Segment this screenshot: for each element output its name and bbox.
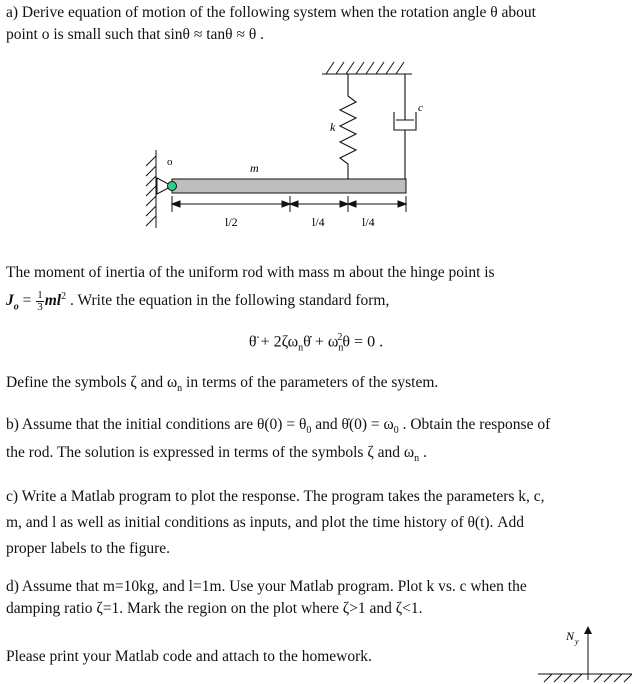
part-a-text: [6, 2, 626, 46]
part-b-line1: b) Assume that the initial conditions are $\theta(0) = \theta_0$ and θ̇(0) = $\omega_0$ . Obtain the response of: [6, 416, 551, 437]
inertia-fraction: $\frac{1}{3}$: [37, 289, 43, 314]
label-c: c: [418, 102, 423, 114]
dim-l-quarter-1: l/4: [312, 215, 325, 229]
part-c-line3: proper labels to the figure.: [6, 540, 170, 557]
part-d-line1: d) Assume that m=10kg, and l=1m. Use your Matlab program. Plot k vs. c when the: [6, 578, 527, 595]
inertia-line1: The moment of inertia of the uniform rod with mass m about the hinge point is: [6, 264, 495, 281]
corner-diagram-fragment: [530, 620, 632, 684]
print-note: Please print your Matlab code and attach to the homework.: [6, 648, 372, 665]
damper: [394, 74, 416, 180]
wall-support: [146, 150, 156, 228]
dimension-lines: [172, 196, 406, 212]
corner-label: N: [566, 629, 575, 643]
pivot-point: [168, 182, 177, 191]
define-symbols-text: Define the symbols ζ and $\omega_n$ in terms of the parameters of the system.: [6, 374, 439, 395]
dim-l-quarter-2: l/4: [362, 215, 375, 229]
spring: [340, 74, 356, 180]
system-diagram: [0, 55, 632, 245]
rod: [172, 179, 406, 193]
ceiling-support: [322, 62, 412, 74]
part-b-line2: the rod. The solution is expressed in terms of the symbols ζ and $\omega_n$ .: [6, 444, 427, 465]
dim-l-half: l/2: [225, 215, 238, 229]
part-c-text: [6, 484, 626, 562]
part-a-line1: a) Derive equation of motion of the following system when the rotation angle θ about: [6, 4, 536, 21]
label-m: m: [250, 161, 259, 175]
standard-form-equation: θ̈ + $2\zeta\omega_n\thetȧ + \omega_n^2\theta = 0$ .: [248, 332, 384, 354]
inertia-line2: $J_o$ = $\frac{1}{3}$ $ml^2$ . Write the equation in the following standard form,: [6, 289, 390, 314]
part-c-line1: c) Write a Matlab program to plot the response. The program takes the parameters k, c,: [6, 488, 545, 505]
corner-label-sub: y: [575, 637, 579, 646]
label-k: k: [330, 120, 336, 134]
part-d-line2: damping ratio ζ=1. Mark the region on the plot where ζ>1 and ζ<1.: [6, 600, 423, 617]
label-o: o: [167, 156, 173, 168]
part-d-text: [6, 576, 626, 620]
part-a-line2: point o is small such that sinθ ≈ tanθ ≈ θ .: [6, 26, 264, 43]
part-b-text: [6, 414, 626, 470]
part-c-line2: m, and l as well as initial conditions as inputs, and plot the time history of θ(t). Add: [6, 514, 524, 531]
